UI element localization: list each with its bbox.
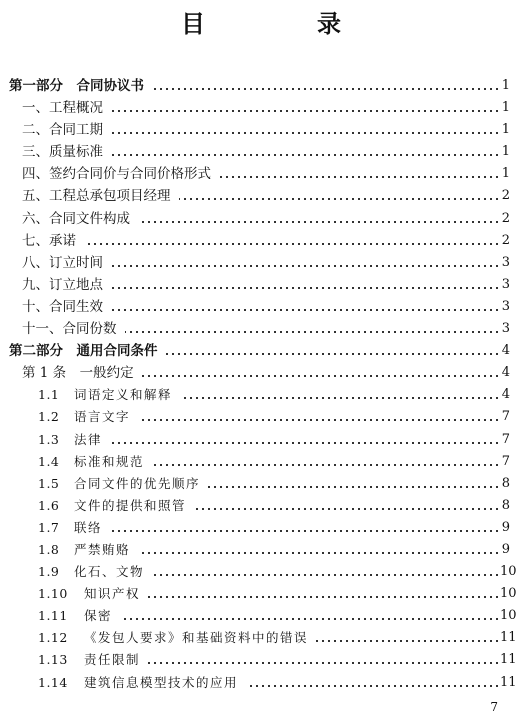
toc-subsection-entry[interactable] xyxy=(0,605,522,627)
toc-section-entry[interactable] xyxy=(0,362,522,384)
toc-subsection-entry[interactable] xyxy=(0,627,522,649)
toc-entry-text: 五、工程总承包项目经理 xyxy=(22,188,171,205)
toc-entry-label xyxy=(38,627,314,649)
toc-entry-text: 二、合同工期 xyxy=(22,122,103,139)
toc-entry-number: 1.9 xyxy=(38,564,60,580)
dot-leader xyxy=(138,539,500,561)
toc-entry-page: 4 xyxy=(501,365,510,381)
toc-subsection-entry[interactable] xyxy=(0,649,522,671)
toc-entry-label xyxy=(9,340,164,362)
toc-entry-page: 1 xyxy=(501,144,510,160)
toc-entry-page: 3 xyxy=(501,321,510,337)
dot-leader xyxy=(316,627,500,649)
toc-part-entry[interactable] xyxy=(0,340,522,362)
toc-entry-text: 第一部分 合同协议书 xyxy=(9,78,144,94)
dot-leader xyxy=(111,97,500,119)
toc-entry-label xyxy=(38,517,108,539)
toc-entry-text: 十、合同生效 xyxy=(22,298,103,315)
toc-entry-text: 建筑信息模型技术的应用 xyxy=(84,674,239,690)
toc-entry-label xyxy=(38,672,244,694)
dot-leader xyxy=(246,672,500,694)
dot-leader xyxy=(194,495,500,517)
toc-entry-label xyxy=(22,230,82,252)
toc-subsection-entry[interactable] xyxy=(0,517,522,539)
toc-entry-page: 11 xyxy=(500,652,517,668)
toc-entry-text: 一、工程概况 xyxy=(22,100,103,117)
dot-leader xyxy=(152,451,500,473)
dot-leader xyxy=(111,252,500,274)
toc-entry-label xyxy=(38,406,136,428)
toc-entry-page: 3 xyxy=(501,298,510,314)
dot-leader xyxy=(138,406,500,428)
toc-section-entry[interactable] xyxy=(0,274,522,296)
toc-entry-label xyxy=(38,495,192,517)
toc-subsection-entry[interactable] xyxy=(0,539,522,561)
dot-leader xyxy=(110,429,500,451)
toc-entry-text: 知识产权 xyxy=(84,586,141,602)
toc-entry-text: 联络 xyxy=(74,519,103,535)
toc-entry-page: 1 xyxy=(501,78,510,93)
dot-leader xyxy=(152,75,500,97)
toc-section-entry[interactable] xyxy=(0,296,522,318)
toc-entry-label xyxy=(38,451,150,473)
toc-entry-text: 严禁贿赂 xyxy=(74,541,131,557)
toc-entry-page: 8 xyxy=(501,497,510,513)
dot-leader xyxy=(84,230,500,252)
toc-entry-text: 第二部分 通用合同条件 xyxy=(9,343,158,360)
toc-entry-number: 1.11 xyxy=(38,608,68,624)
toc-title: 目 录 xyxy=(181,9,385,38)
toc-entry-number: 1.12 xyxy=(38,630,68,646)
dot-leader xyxy=(110,517,500,539)
toc-subsection-entry[interactable] xyxy=(0,429,522,451)
toc-entry-page: 1 xyxy=(501,122,510,138)
toc-entry-page: 7 xyxy=(501,409,510,425)
toc-entry-text: 三、质量标准 xyxy=(22,144,103,161)
toc-entry-label xyxy=(38,605,118,627)
toc-entry-page: 10 xyxy=(500,586,517,602)
toc-subsection-entry[interactable] xyxy=(0,495,522,517)
dot-leader xyxy=(219,163,500,185)
toc-section-entry[interactable] xyxy=(0,252,522,274)
toc-section-entry[interactable] xyxy=(0,208,522,230)
toc-subsection-entry[interactable] xyxy=(0,583,522,605)
toc-entry-text: 保密 xyxy=(84,608,113,624)
toc-entry-page: 9 xyxy=(501,541,510,557)
toc-entry-number: 1.5 xyxy=(38,475,60,491)
toc-section-entry[interactable] xyxy=(0,163,522,185)
toc-section-entry[interactable] xyxy=(0,119,522,141)
table-of-contents xyxy=(0,75,522,694)
toc-entry-number: 1.3 xyxy=(38,431,60,447)
toc-entry-text: 语言文字 xyxy=(74,409,131,425)
dot-leader xyxy=(180,384,500,406)
toc-entry-page: 11 xyxy=(500,630,517,646)
toc-subsection-entry[interactable] xyxy=(0,384,522,406)
toc-entry-label xyxy=(38,583,146,605)
toc-entry-page: 1 xyxy=(501,166,510,182)
toc-entry-label xyxy=(38,473,206,495)
toc-entry-text: 合同文件的优先顺序 xyxy=(74,475,201,491)
toc-entry-label xyxy=(38,539,136,561)
toc-entry-page: 10 xyxy=(500,608,517,624)
toc-entry-page: 3 xyxy=(501,276,510,292)
toc-section-entry[interactable] xyxy=(0,141,522,163)
toc-entry-number: 1.13 xyxy=(38,652,68,668)
toc-entry-page: 10 xyxy=(500,564,517,580)
toc-entry-text: 责任限制 xyxy=(84,652,141,668)
toc-entry-number: 1.1 xyxy=(38,387,60,403)
toc-subsection-entry[interactable] xyxy=(0,672,522,694)
toc-entry-number: 1.2 xyxy=(38,409,60,425)
toc-entry-page: 3 xyxy=(501,254,510,270)
toc-entry-page: 2 xyxy=(501,232,510,248)
toc-entry-text: 八、订立时间 xyxy=(22,254,103,271)
toc-subsection-entry[interactable] xyxy=(0,561,522,583)
dot-leader xyxy=(179,185,500,207)
toc-entry-page: 7 xyxy=(501,431,510,447)
toc-entry-label xyxy=(22,252,109,274)
toc-subsection-entry[interactable] xyxy=(0,473,522,495)
toc-entry-text: 第 1 条 一般约定 xyxy=(22,365,134,382)
toc-section-entry[interactable] xyxy=(0,230,522,252)
toc-subsection-entry[interactable] xyxy=(0,406,522,428)
toc-entry-page: 2 xyxy=(501,188,510,204)
toc-entry-number: 1.4 xyxy=(38,453,60,469)
toc-entry-text: 七、承诺 xyxy=(22,232,76,249)
toc-section-entry[interactable] xyxy=(0,318,522,340)
toc-part-entry[interactable] xyxy=(0,75,522,97)
toc-entry-number: 1.14 xyxy=(38,674,68,690)
toc-entry-text: 《发包人要求》和基础资料中的错误 xyxy=(84,630,309,646)
toc-entry-number: 1.6 xyxy=(38,497,60,513)
toc-entry-label xyxy=(22,296,109,318)
toc-section-entry[interactable] xyxy=(0,97,522,119)
toc-entry-text: 化石、文物 xyxy=(74,564,145,580)
toc-entry-page: 9 xyxy=(501,519,510,535)
toc-entry-label xyxy=(22,362,140,384)
toc-entry-text: 九、订立地点 xyxy=(22,276,103,293)
toc-entry-page: 2 xyxy=(501,210,510,226)
dot-leader xyxy=(111,119,500,141)
toc-entry-label xyxy=(22,208,136,230)
dot-leader xyxy=(125,318,500,340)
dot-leader xyxy=(138,208,500,230)
toc-entry-page: 1 xyxy=(501,100,510,116)
dot-leader xyxy=(148,649,500,671)
toc-entry-text: 六、合同文件构成 xyxy=(22,210,130,227)
toc-entry-page: 7 xyxy=(501,453,510,469)
toc-entry-text: 四、签约合同价与合同价格形式 xyxy=(22,166,211,183)
toc-entry-page: 4 xyxy=(501,387,510,403)
toc-entry-text: 文件的提供和照管 xyxy=(74,497,187,513)
toc-entry-text: 法律 xyxy=(74,431,103,447)
toc-entry-text: 词语定义和解释 xyxy=(74,387,173,403)
toc-entry-label xyxy=(38,429,108,451)
toc-entry-page: 4 xyxy=(501,343,510,359)
toc-entry-number: 1.10 xyxy=(38,586,68,602)
toc-entry-text: 标准和规范 xyxy=(74,453,145,469)
toc-entry-label xyxy=(9,75,150,97)
toc-entry-label xyxy=(22,119,109,141)
toc-entry-label xyxy=(22,141,109,163)
dot-leader xyxy=(111,141,500,163)
dot-leader xyxy=(208,473,500,495)
toc-entry-label xyxy=(38,384,178,406)
dot-leader xyxy=(166,340,500,362)
toc-entry-text: 十一、合同份数 xyxy=(22,321,117,338)
page-number: 7 xyxy=(490,700,498,714)
toc-section-entry[interactable] xyxy=(0,185,522,207)
toc-entry-label xyxy=(38,649,146,671)
toc-entry-label xyxy=(38,561,150,583)
dot-leader xyxy=(142,362,500,384)
toc-subsection-entry[interactable] xyxy=(0,451,522,473)
dot-leader xyxy=(111,296,500,318)
toc-entry-number: 1.8 xyxy=(38,541,60,557)
dot-leader xyxy=(120,605,500,627)
toc-entry-label xyxy=(22,163,217,185)
toc-entry-number: 1.7 xyxy=(38,519,60,535)
toc-entry-label xyxy=(22,274,109,296)
toc-entry-label xyxy=(22,97,109,119)
toc-entry-page: 11 xyxy=(500,674,517,690)
toc-entry-page: 8 xyxy=(501,475,510,491)
dot-leader xyxy=(148,583,500,605)
toc-entry-label xyxy=(22,318,123,340)
dot-leader xyxy=(152,561,500,583)
toc-entry-label xyxy=(22,185,177,207)
dot-leader xyxy=(111,274,500,296)
